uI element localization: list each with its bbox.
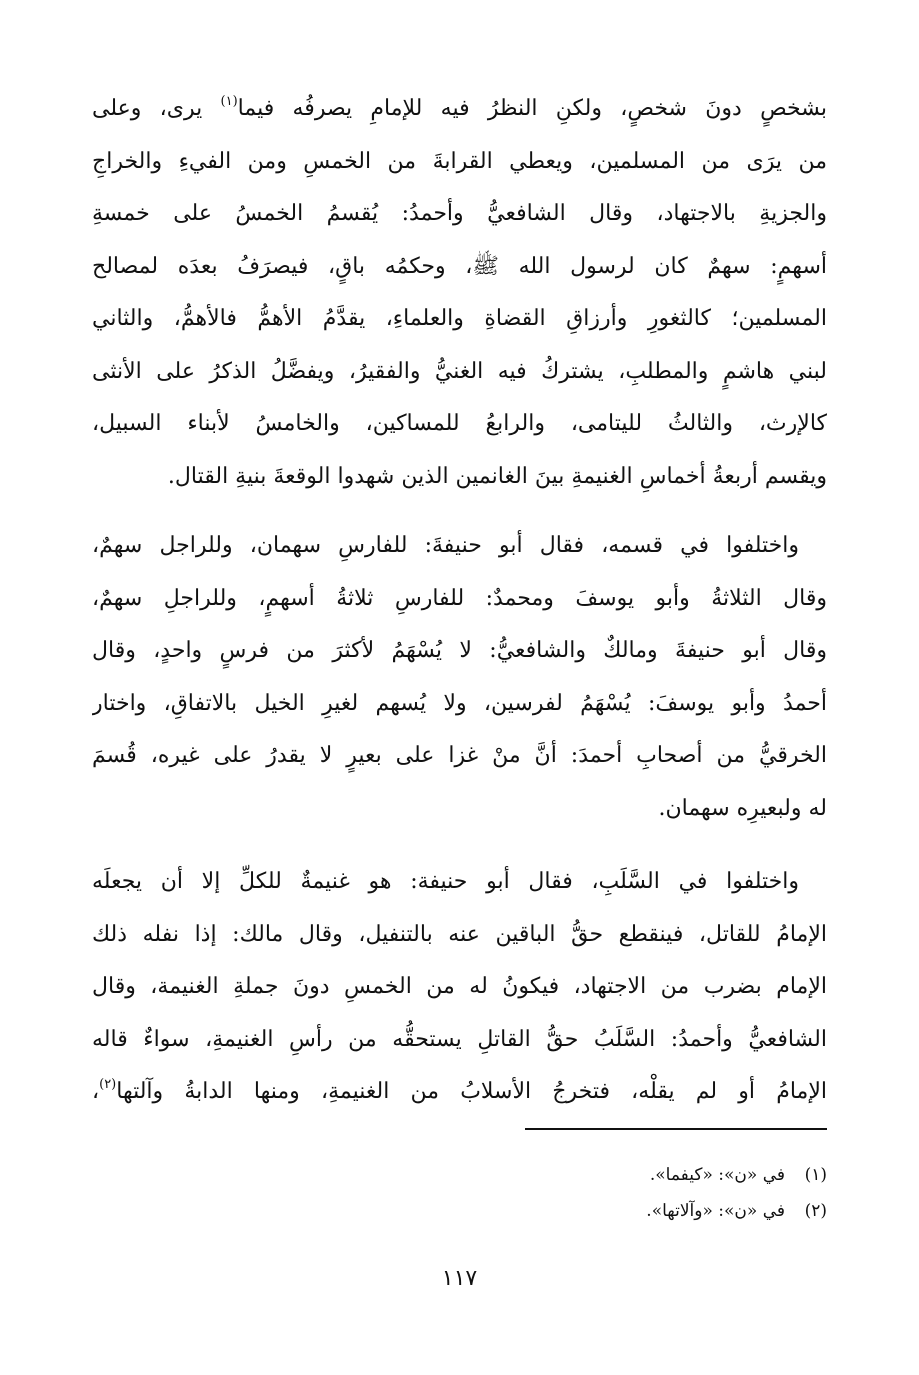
text-line: واختلفوا في السَّلَبِ، فقال أبو حنيفة: هو غنيمةٌ للكلِّ إلا أن يجعلَه — [92, 869, 799, 894]
paragraph-salab — [92, 856, 827, 1119]
text-line: أسهمٍ: سهمٌ كان لرسول الله ﷺ، وحكمُه باقٍ، فيصرَفُ بعدَه لمصالح — [92, 253, 827, 279]
text-line: وقال أبو حنيفةَ ومالكٌ والشافعيُّ: لا يُسْهَمُ لأكثرَ من فرسٍ واحدٍ، وقال — [92, 638, 827, 663]
text-line: والجزيةِ بالاجتهاد، وقال الشافعيُّ وأحمدُ: يُقسمُ الخمسُ على خمسةِ — [92, 201, 827, 226]
footnote-2 — [92, 1193, 827, 1229]
text-line: من يرَى من المسلمين، ويعطي القرابةَ من الخمسِ ومن الفيءِ والخراجِ — [92, 148, 827, 174]
text-line: المسلمين؛ كالثغورِ وأرزاقِ القضاةِ والعلماءِ، يقدَّمُ الأهمُّ فالأهمُّ، والثاني — [92, 306, 827, 331]
text-line: الإمام بضرب من الاجتهاد، فيكونُ له من الخمسِ دونَ جملةِ الغنيمة، وقال — [92, 974, 827, 999]
footnote-separator — [525, 1128, 827, 1130]
text-line: أحمدُ وأبو يوسفَ: يُسْهَمُ لفرسين، ولا يُسهم لغيرِ الخيل بالاتفاقِ، واختار — [92, 690, 827, 716]
footnotes — [92, 1157, 827, 1229]
text-line: واختلفوا في قسمه، فقال أبو حنيفةَ: للفارسِ سهمان، وللراجل سهمٌ، — [92, 533, 799, 558]
footnote-number: (٢) — [804, 1201, 827, 1221]
footnote-marker-2: (٢) — [99, 1077, 117, 1092]
text-line: الإمامُ للقاتل، فينقطع حقُّ الباقين عنه بالتنفيل، وقال مالك: إذا نفله ذلك — [92, 921, 827, 947]
footnote-marker-1: (١) — [220, 94, 238, 109]
text-line: الخرقيُّ من أصحابِ أحمدَ: أنَّ منْ غزا على بعيرٍ لا يقدرُ على غيره، قُسمَ — [92, 743, 827, 768]
text-line: بشخصٍ دونَ شخصٍ، ولكنِ النظرُ فيه للإمامِ يصرفُه فيما$^{(١)}$ يرى، وعلى — [92, 94, 827, 121]
paragraph-shares-of-fifth — [92, 83, 827, 503]
text-line: ويقسم أربعةُ أخماسِ الغنيمةِ بينَ الغانمين الذين شهدوا الوقعةَ بنيةِ القتال. — [167, 463, 827, 489]
footnote-number: (١) — [804, 1165, 827, 1185]
text-line: وقال الثلاثةُ وأبو يوسفَ ومحمدٌ: للفارسِ ثلاثةُ أسهمٍ، وللراجلِ سهمٌ، — [92, 585, 827, 611]
text-line: له ولبعيرِه سهمان. — [658, 795, 827, 821]
paragraph-division-of-spoils — [92, 520, 827, 835]
text-line: الإمامُ أو لم يقلْه، فتخرجُ الأسلابُ من الغنيمةِ، ومنها الدابةُ وآلتها$^{(٢)}$، — [92, 1077, 827, 1104]
text-line: كالإرث، والثالثُ لليتامى، والرابعُ للمساكين، والخامسُ لأبناء السبيل، — [92, 411, 827, 436]
footnote-text: في «ن»: «وآلاتها». — [646, 1201, 785, 1221]
text-line: الشافعيُّ وأحمدُ: السَّلَبُ حقُّ القاتلِ يستحقُّه من رأسِ الغنيمةِ، سواءٌ قاله — [92, 1026, 827, 1052]
footnote-1 — [92, 1157, 827, 1193]
page-number: ١١٧ — [441, 1266, 478, 1291]
footnote-text: في «ن»: «كيفما». — [649, 1165, 785, 1185]
text-line: لبني هاشمٍ والمطلبِ، يشتركُ فيه الغنيُّ والفقيرُ، ويفضَّلُ الذكرُ على الأنثى — [92, 358, 827, 384]
